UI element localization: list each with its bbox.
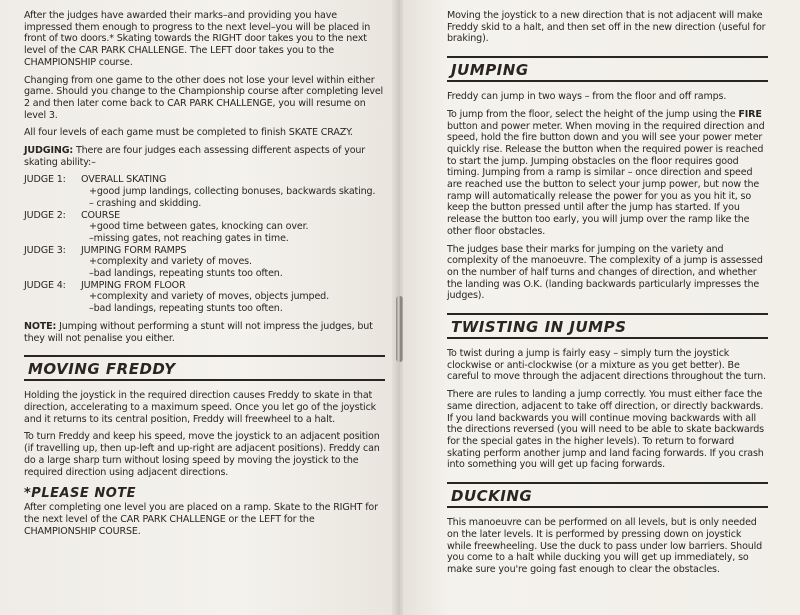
judge-entry [24,210,385,245]
judge-entry [24,280,385,315]
note-label: NOTE: [24,320,57,332]
judging-paragraph [24,145,385,168]
judge-title: OVERALL SKATING [81,174,167,186]
judge-plus: +good time between gates, knocking can over. [89,221,309,233]
jumping-heading-box [447,56,768,82]
twisting-paragraph-2: There are rules to landing a jump correctly. You must either face the same direction, adjacent to take off direction, or directly backwards. If you land backwards you will continue moving backwards with all the directions reversed (you will need to be able to skate backwards for the special gates in the higher levels). To return to forward skating perform another jump and land facing forwards. If you crash into something you will get up facing forwards. [447,389,764,471]
finish-paragraph: All four levels of each game must be completed to finish SKATE CRAZY. [24,127,353,139]
jumping-paragraph-3: The judges base their marks for jumping on the variety and complexity of the manoeuvre. The complexity of a jump is assessed on the number of half turns and changes of direction, and whether the landing was O.K. (landing backwards particularly impresses the judges). [447,243,763,302]
moving-paragraph-1: Holding the joystick in the required direction causes Freddy to skate in that direction, accelerating to a maximum speed. Once you let go of the joystick and it returns to its central position, Freddy will freewheel to a halt. [24,390,377,425]
ducking-heading-box [447,482,768,508]
judge-title: JUMPING FROM FLOOR [81,279,186,291]
judge-label: JUDGE 2: [24,209,66,221]
judge-title: COURSE [81,209,120,221]
moving-freddy-heading: MOVING FREDDY [28,360,176,379]
staple [396,296,403,362]
jumping-paragraph-2 [447,109,768,238]
right-page [403,0,800,615]
judge-minus: – crashing and skidding. [89,197,202,209]
judge-label: JUDGE 1: [24,174,66,186]
judging-text: There are four judges each assessing different aspects of your skating ability:– [24,145,366,168]
judge-entry [24,174,385,209]
judge-minus: –missing gates, not reaching gates in time. [89,232,289,244]
moving-freddy-heading-box [24,355,385,381]
jumping-text-a: To jump from the floor, select the height of the jump using the [447,108,739,120]
judge-plus: +good jump landings, collecting bonuses, backwards skating. [89,186,376,198]
ducking-heading: DUCKING [451,487,533,506]
moving-paragraph-2: To turn Freddy and keep his speed, move the joystick to an adjacent position (if travelling up, then up-left and up-right are adjacent positions). Freddy can do a large sharp turn without losing speed by moving the joystick to the required direction using adjacent directions. [24,431,380,478]
judge-entry [24,245,385,280]
skid-paragraph: Moving the joystick to a new direction that is not adjacent will make Freddy skid to a halt, and then set off in the new direction (useful for braking). [447,10,766,45]
jumping-text-b: button and power meter. When moving in the required direction and speed, hold the fire button down and you will see your power meter quickly rise. Release the button when the required power is reached to start the jump. Jumping obstacles on the floor requires good timing. Jumping from a ramp is similar – once direction and speed are reached use the button to select your jump power, but now the ramp will automatically release the power for you as you hit it, so keep the button pressed until after the jump has started. If you release the button too early, you will jump over the ramp like the other floor obstacles. [447,120,765,237]
jumping-heading: JUMPING [451,61,529,80]
note-paragraph [24,321,385,344]
please-note-heading: *PLEASE NOTE [24,486,136,502]
jumping-paragraph-1: Freddy can jump in two ways – from the floor and off ramps. [447,91,727,103]
judge-label: JUDGE 4: [24,279,66,291]
doors-paragraph: After the judges have awarded their marks–and providing you have impressed them enough to progress to the next level–you will be placed in front of two doors.* Skating towards the RIGHT door takes you to the next level of the CAR PARK CHALLENGE. The LEFT door takes you to the CHAMPIONSHIP course. [24,10,371,68]
twisting-heading-box [447,313,768,339]
level-paragraph: Changing from one game to the other does not lose your level within either game. Should you change to the Championship course after completing level 2 and then later come back to CAR PARK CHALLENGE, you will resume on level 3. [24,74,384,121]
judge-plus: +complexity and variety of moves. [89,256,252,268]
judge-plus: +complexity and variety of moves, objects jumped. [89,291,329,303]
twisting-paragraph-1: To twist during a jump is fairly easy – simply turn the joystick clockwise or anti-clockwise (or a mixture as you get better). Be careful to move through the adjacent directions throughout the turn. [447,348,766,383]
ducking-paragraph: This manoeuvre can be performed on all levels, but is only needed on the later levels. It is performed by pressing down on joystick while freewheeling. Use the duck to pass under low barriers. Should you come to a halt while ducking you will get up immediately, so make sure you're going fast enough to clear the obstacles. [447,517,763,575]
fire-keyword: FIRE [738,108,762,120]
judging-label: JUDGING: [24,145,74,157]
judges-list [24,174,385,314]
judge-label: JUDGE 3: [24,244,66,256]
note-text: Jumping without performing a stunt will not impress the judges, but they will not penalise you either. [24,320,373,344]
left-page [0,0,397,615]
judge-minus: –bad landings, repeating stunts too often. [89,268,283,280]
judge-minus: –bad landings, repeating stunts too often. [89,303,283,315]
twisting-heading: TWISTING IN JUMPS [451,318,627,337]
please-note-paragraph: After completing one level you are placed on a ramp. Skate to the RIGHT for the next level of the CAR PARK CHALLENGE or the LEFT for the CHAMPIONSHIP COURSE. [24,502,378,537]
judge-title: JUMPING FORM RAMPS [81,244,187,256]
